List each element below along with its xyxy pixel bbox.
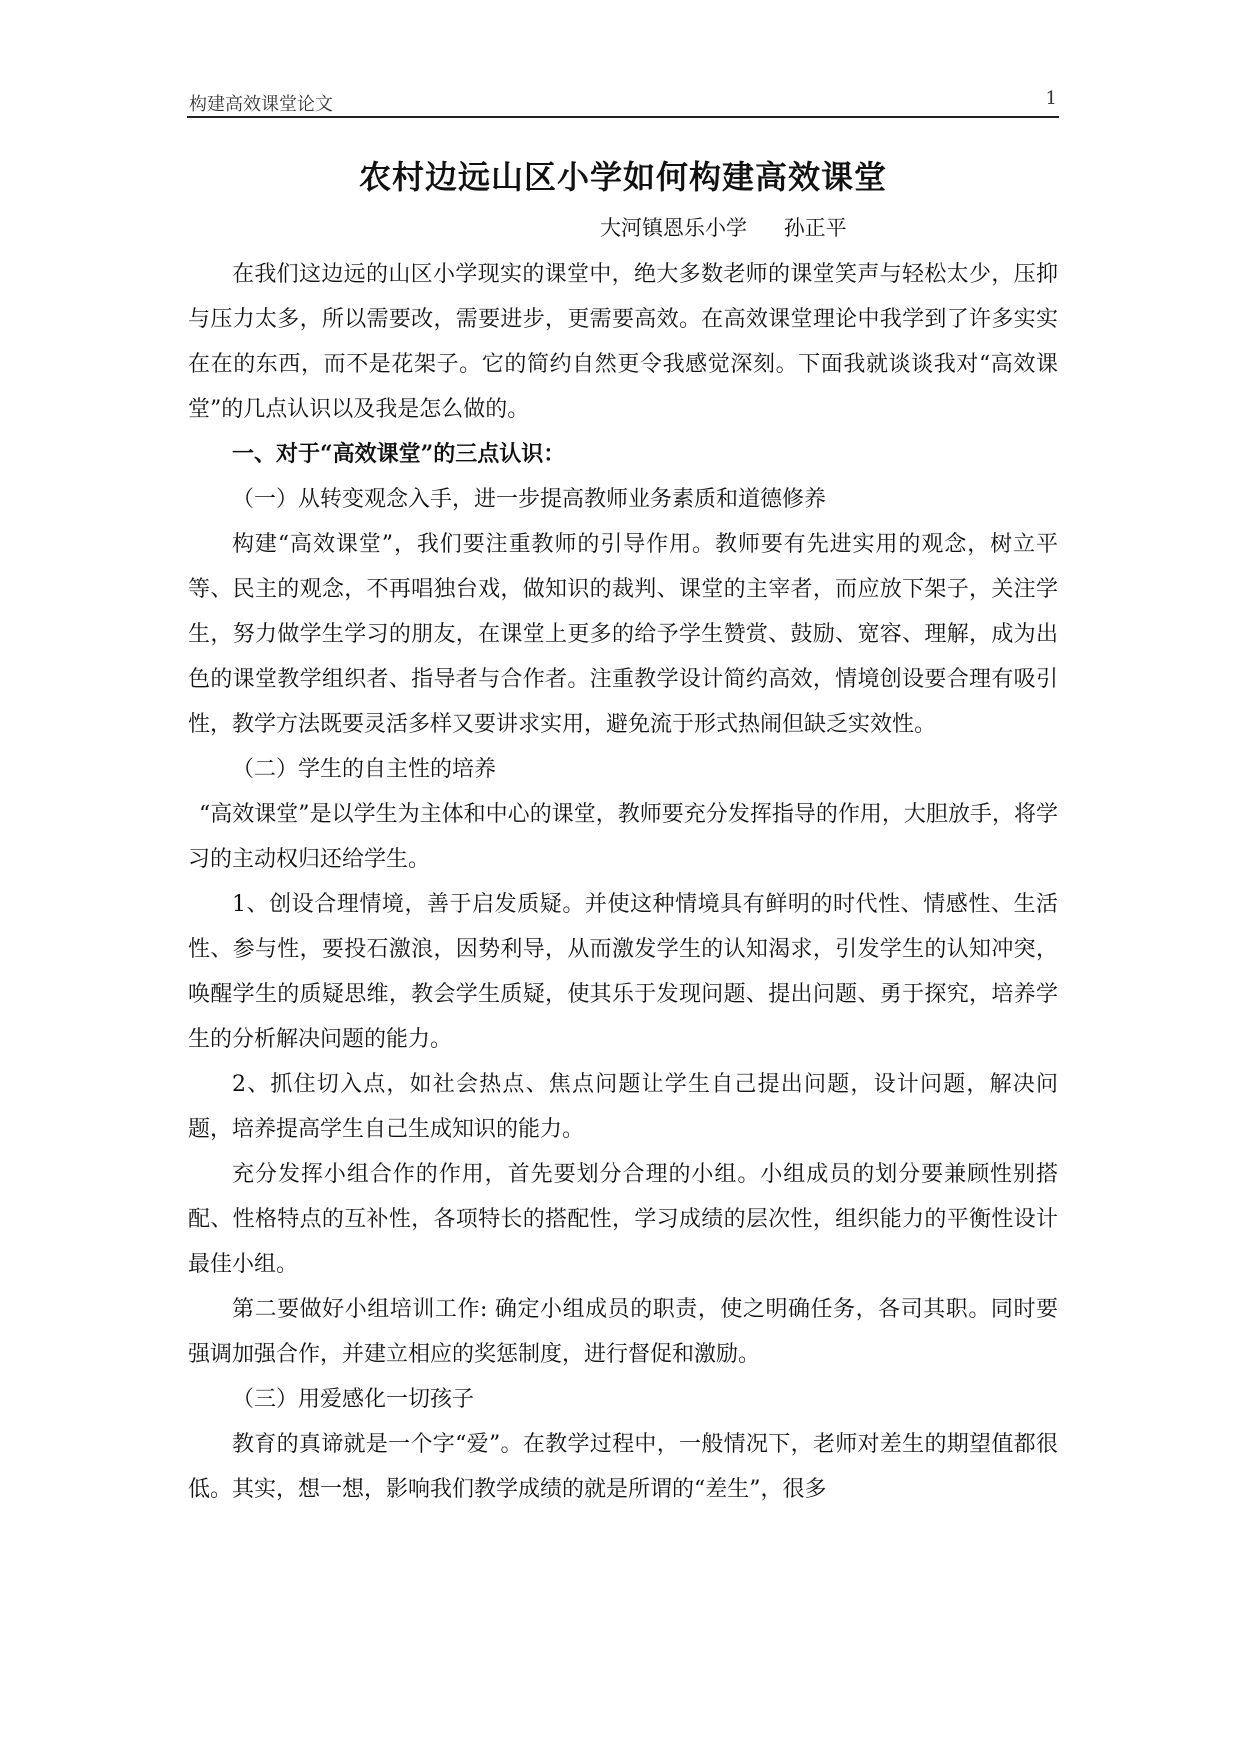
section-heading: 一、对于“高效课堂”的三点认识： — [232, 441, 566, 467]
paragraph-item-2: 2、抓住切入点，如社会热点、焦点问题让学生自己提出问题，设计问题，解决问题，培养提高学生自己生成知识的能力。 — [188, 1072, 1058, 1142]
author-line — [600, 212, 1060, 242]
paragraph: 第二要做好小组培训工作: 确定小组成员的职责，使之明确任务，各司其职。同时要强调加强合作，并建立相应的奖惩制度，进行督促和激励。 — [188, 1297, 1058, 1367]
paragraph: 教育的真谛就是一个字“爱”。在教学过程中，一般情况下，老师对差生的期望值都很低。其实，想一想，影响我们教学成绩的就是所谓的“差生”，很多 — [188, 1432, 1058, 1502]
paragraph-item-1: 1、创设合理情境，善于启发质疑。并使这种情境具有鲜明的时代性、情感性、生活性、参与性，要投石激浪，因势利导，从而激发学生的认知渴求，引发学生的认知冲突，唤醒学生的质疑思维，教会学生质疑，使其乐于发现问题、提出问题、勇于探究，培养学生的分析解决问题的能力。 — [188, 892, 1058, 1052]
page-header — [187, 88, 1059, 118]
document-title: 农村边远山区小学如何构建高效课堂 — [358, 158, 887, 196]
document-body — [188, 252, 1058, 1512]
subheading-3: （三）用爱感化一切孩子 — [232, 1387, 475, 1412]
page-number: 1 — [1045, 88, 1057, 109]
paragraph: 构建“高效课堂”，我们要注重教师的引导作用。教师要有先进实用的观念，树立平等、民主的观念，不再唱独台戏，做知识的裁判、课堂的主宰者，而应放下架子，关注学生，努力做学生学习的朋友，在课堂上更多的给予学生赞赏、鼓励、宽容、理解，成为出色的课堂教学组织者、指导者与合作者。注重教学设计简约高效，情境创设要合理有吸引性，教学方法既要灵活多样又要讲求实用，避免流于形式热闹但缺乏实效性。 — [188, 532, 1058, 737]
paragraph: “高效课堂”是以学生为主体和中心的课堂，教师要充分发挥指导的作用，大胆放手，将学习的主动权归还给学生。 — [188, 802, 1058, 872]
author-name: 孙正平 — [783, 216, 847, 240]
subheading-1: （一）从转变观念入手，进一步提高教师业务素质和道德修养 — [232, 487, 827, 512]
header-title: 构建高效课堂论文 — [189, 94, 333, 115]
paragraph-intro: 在我们这边远的山区小学现实的课堂中，绝大多数老师的课堂笑声与轻松太少，压抑与压力太多，所以需要改，需要进步，更需要高效。在高效课堂理论中我学到了许多实实在在的东西，而不是花架子。它的简约自然更令我感觉深刻。下面我就谈谈我对“高效课堂”的几点认识以及我是怎么做的。 — [188, 262, 1058, 422]
subheading-2: （二）学生的自主性的培养 — [232, 757, 497, 782]
author-school: 大河镇恩乐小学 — [600, 216, 747, 240]
paragraph: 充分发挥小组合作的作用，首先要划分合理的小组。小组成员的划分要兼顾性别搭配、性格特点的互补性，各项特长的搭配性，学习成绩的层次性，组织能力的平衡性设计最佳小组。 — [188, 1162, 1058, 1277]
